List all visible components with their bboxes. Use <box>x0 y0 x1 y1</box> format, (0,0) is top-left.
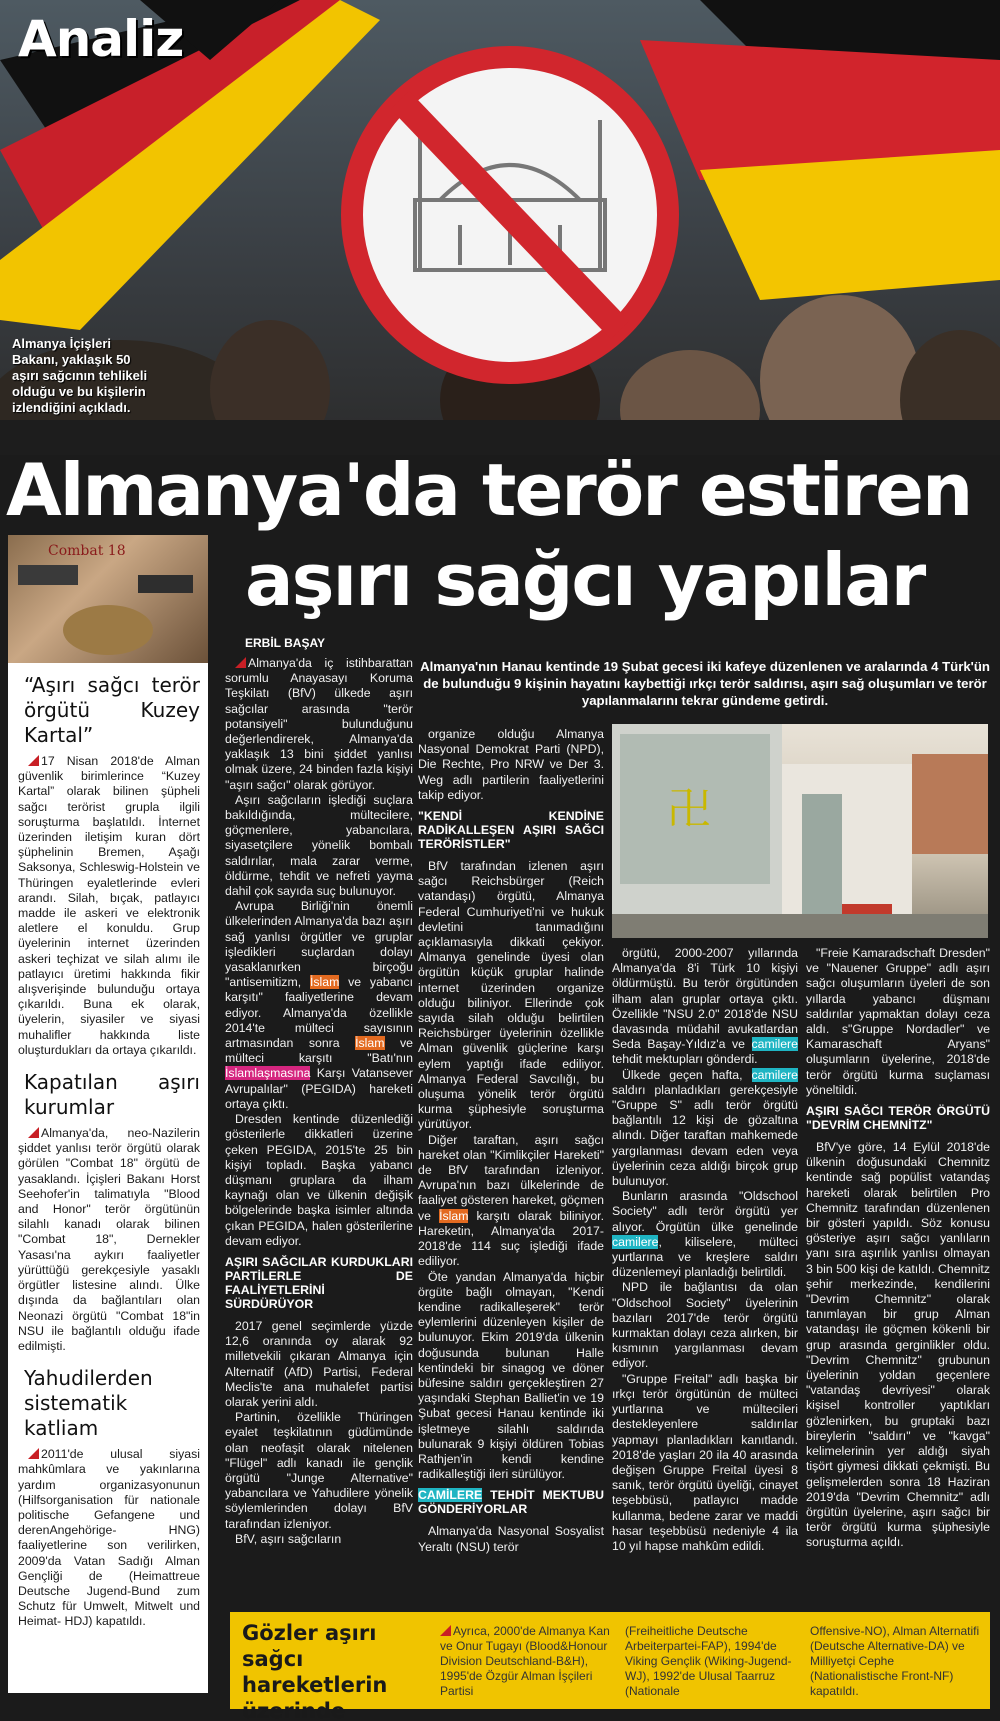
col2-para-4: Öte yandan Almanya'da hiçbir örgüte bağlı olmayan, "Kendi kendine radikalleşerek" terör eylemlerini düzenleyen kişiler de bulunuyor. Ekim 2019'da ülkenin doğusunda bulunan Halle kentindeki bir sinagog ve döner büfesine saldırı gerçekleştiren 27 yaşındaki Stephan Balliet'in ve 19 Şubat gecesi Hanau kentinde iki işletmeye silahlı saldırıda bulunarak 9 kişiyi öldüren Tobias Rathjen'in kendi kendine radikalleştiği ileri sürülüyor. <box>418 1269 604 1482</box>
section-mark-icon <box>440 1625 451 1636</box>
article-column-2 <box>418 727 604 1555</box>
col2-para-5: Almanya'da Nasyonal Sosyalist Yeraltı (NSU) terör <box>418 1524 604 1554</box>
hero-photo <box>0 0 1000 455</box>
sidebar-text <box>18 669 200 1630</box>
col1-para-4: Dresden kentinde düzenlediği gösterilerle dikkatleri üzerine çeken PEGIDA, 2015'te 25 bin kişiyi topladı. Başka yabancı düşmanı gruplara da ilham kaynağı olan ve ülkenin değişik bölgelerinde başka isimler altında çıkan PEGIDA, halen gösterilerine devam ediyor. <box>225 1112 413 1248</box>
col1-subheading: AŞIRI SAĞCILAR KURDUKLARI PARTİLERLE DE FAALİYETLERİNİ SÜRDÜRÜYOR <box>225 1254 413 1311</box>
info-box <box>230 1612 990 1721</box>
article-column-4 <box>806 946 990 1551</box>
col2-para-3: Diğer taraftan, aşırı sağcı hareket olan "Kimlikçiler Hareketi" de BfV tarafından izleniyor. Avrupa'nın bazı ülkelerinde de faaliyet gösteren hareket, göçmen ve İslam karşıtı olarak biliniyor. Hareketin, Almanya'da 2017-2018'de 114 suç işlediği ifade ediliyor. <box>418 1132 605 1269</box>
col4-para-1: "Freie Kamaradschaft Dresden" ve "Nauener Gruppe" adlı aşırı sağcı oluşumların üyeleri de son yıllarda yabancı düşmanı saldırılar yapmaktan dolayı ceza aldı. s"Gruppe Nordadler" ve Kamaraschaft Aryans" oluşumların üyelerine, 2018'de terör örgütü kurma suçlaması yöneltildi. <box>806 946 990 1097</box>
col1-para-5: 2017 genel seçimlerde yüzde 12,6 oranında oy alarak 92 milletvekili çıkaran Almanya için Alternatif (AfD) Partisi, Federal Meclis'te ana muhalefet partisi olarak yerini aldı. <box>225 1318 413 1409</box>
sidebar-title-3: Yahudilerden sistematik katliam <box>24 1366 153 1441</box>
col1-para-6: Partinin, özellikle Thüringen eyalet teşkilatının güdümünde olan neofaşit olarak nitelenen "Flügel" adlı kanadı ile gençlik örgütü "Junge Alternative" yabancılara ve Yahudilere yönelik söylemlerinden dolayı BfV tarafından izleniyor. <box>225 1410 413 1531</box>
col4-subheading: AŞIRI SAĞCI TERÖR ÖRGÜTÜ "DEVRİM CHEMNİTZ" <box>806 1104 990 1133</box>
sidebar-title-1: “Aşırı sağcı terör örgütü Kuzey Kartal” <box>24 673 200 747</box>
svg-text:卍: 卍 <box>667 784 711 835</box>
section-mark-icon <box>235 657 246 668</box>
col3-para-2: Ülkede geçen hafta, camilere saldırı planladıkları gerekçesiyle "Gruppe S" adlı terör örgütü bağlantılı 12 kişi de gözaltına alındı. Diğer taraftan mahkemede yargılanması devam eden veya üyelerinin ceza aldığı birçok grup bulunuyor. <box>612 1067 798 1189</box>
vandalized-shop-photo <box>612 724 988 938</box>
byline: ERBİL BAŞAY <box>245 636 326 650</box>
col2-subheading-2: CAMİLERE TEHDİT MEKTUBU GÖNDERİYORLAR <box>418 1488 604 1517</box>
section-mark-icon <box>28 1127 39 1138</box>
col1-para-3: Avrupa Birliği'nin önemli ülkelerinden Almanya'da bazı aşırı sağ yanlısı örgütler ve gruplar işledikleri suçlardan dolayı yasaklanırken birçoğu "antisemitizm, İslam ve yabancı karşıtı" faaliyetlerine devam ediyor. Almanya'da özellikle 2014'te mülteci sayısının artmasından sonra İslam ve mülteci karşıtı "Batı'nın İslamlaşmasına Karşı Vatansever Avrupalılar" (PEGIDA) hareketi ortaya çıktı. <box>225 899 413 1111</box>
col3-para-5: "Gruppe Freital" adlı başka bir ırkçı terör örgütünün de mülteci yurtlarına ve mültecileri destekleyenlere saldırılar yapmayı planladıkları kanıtlandı. 2018'de yaşları 20 ila 40 arasında değişen Gruppe Freital üyesi 8 sanık, terör örgütü üyeliği, cinayet teşebbüsü, patlayıcı madde kullanma, bedene zarar ve maddi hasar teşebbüsü nedeniyle 4 ila 10 yıl hapse mahkûm edildi. <box>612 1371 798 1553</box>
article-column-3 <box>612 946 798 1554</box>
section-mark-icon <box>28 1448 39 1459</box>
lead-paragraph: Almanya'nın Hanau kentinde 19 Şubat gecesi iki kafeye düzenlenen ve aralarında 4 Türk'ün de bulunduğu 9 kişinin hayatını kaybettiği ırkçı terör saldırısı, aşırı sağ oluşumları ve terör yapılanmalarını tekrar gündeme getirdi. <box>420 659 990 708</box>
sidebar-panel <box>8 535 208 1693</box>
info-box-col-3: Offensive-NO), Alman Alternatifi (Deutsche Alternative-DA) ve Milliyetçi Cephe (Nationalistische Front-NF) kapatıldı. <box>810 1624 980 1698</box>
sidebar-title-2: Kapatılan aşırı kurumlar <box>24 1070 200 1120</box>
photo-caption: Almanya İçişleri Bakanı, yaklaşık 50 aşırı sağcının tehlikeli olduğu ve bu kişilerin izlendiğini açıkladı. <box>12 336 148 415</box>
section-mark-icon <box>28 755 39 766</box>
sidebar-para-2: Almanya'da, neo-Nazilerin şiddet yanlısı terör örgütü olarak görülen "Combat 18" örgütü de yasaklandı. İçişleri Bakanı Horst Seehofer'in talimatıyla "Blood and Honor" terör örgütünün silahlı kanadı olarak bilinen "Combat 18", Dernekler Yasası'na aykırı faaliyetler yürüttüğü gerekçesiyle yasaklı örgütler listesine alındı. Ülke dışında da bağlantıları olan Neonazi örgütü "Combat 18"in NSU ile bağlantılı olduğu ifade edilmişti. <box>18 1126 200 1353</box>
col1-para-7: BfV, aşırı sağcıların <box>235 1531 342 1546</box>
image-label: Combat 18 <box>48 543 126 559</box>
col1-para-2: Aşırı sağcıların işlediği suçlara bakıldığında, mültecilere, göçmenlere, yabancılara, siyasetçilere yönelik bombalı saldırılar, mala zarar verme, öldürme, tehdit ve nefreti yayma dahil çok sayıda suç bulunuyor. <box>225 792 413 899</box>
info-box-col-2: (Freiheitliche Deutsche Arbeiterpartei-FAP), 1994'de Viking Gençlik (Wiking-Jugend-WJ), 1992'de Ulusal Taarruz (Nationale <box>625 1624 792 1698</box>
sidebar-para-1: 17 Nisan 2018'de Alman güvenlik birimlerince “Kuzey Kartal” olarak bilinen şüpheli sağcı terörist grupla ilgili soruşturma başlatıldı. İnternet üzerinden iletişim kuran dört şüphelinin Bremen, Aşağı Saksonya, Schleswig-Holstein ve Thüringen eyaletlerinde evleri arandı. Silah, bıçak, patlayıcı madde ile askeri ve elektronik aletlere el konuldu. Grup üyelerinin internet üzerinden askeri teçhizat ve silah alımı ile patlayıcı üretimi hakkında fikir alışverişinde bulunduğu ortaya çıkarıldı. Buna ek olarak, üyelerin, siyasiler ve siyasi muhalifler hakkında liste oluşturdukları da ortaya çıkarıldı. <box>18 754 200 1057</box>
combat18-photo <box>8 535 208 663</box>
info-box-title: Gözler aşırı sağcı hareketlerin üzerinde <box>242 1621 388 1721</box>
col2-para-2: BfV tarafından izlenen aşırı sağcı Reichsbürger (Reich vatandaşı) örgütü, Almanya Federal Cumhuriyeti'ni ve hukuk devletini tanımadığını açıklamasıyla dikkati çekiyor. Almanya genelinde üyesi olan örgütün küçük gruplar halinde internet üzerinden organize olduğu biliniyor. Ellerinde çok sayıda silah olduğu belirtilen Reichsbürger üyelerinin özellikle Alman güvenlik güçlerine karşı eylem yaptığı ifade ediliyor. Almanya Federal Savcılığı, bu oluşuma yönelik terör örgütü kurma şüphesiyle soruşturma yürütüyor. <box>418 859 604 1132</box>
col3-para-1: örgütü, 2000-2007 yıllarında Almanya'da 8'i Türk 10 kişiyi öldürmüştü. Bu terör örgütünden ilham alan gruplar ortaya çıktı. Özellikle "NSU 2.0" 2018'de NSU davasında müdahil avukatlardan Seda Başay-Yıldız'a ve camilere tehdit mektupları gönderdi. <box>612 946 798 1067</box>
col3-para-4: NPD ile bağlantısı da olan "Oldschool Society" üyelerinin bazıları 2017'de terör örgütü kurmaktan dolayı ceza alırken, bir kısmının yargılanması devam ediyor. <box>612 1280 798 1371</box>
col2-para-1: organize olduğu Almanya Nasyonal Demokrat Parti (NPD), Die Rechte, Pro NRW ve Der 3. Weg adlı partilerin faaliyetlerini takip ediyor. <box>418 727 604 802</box>
sidebar-para-3: 2011'de ulusal siyasi mahkûmlara ve yakınlarına yardım organizasyonunun (Hilfsorganisation für nationale politische Gefangene und derenAngehörige- HNG) faaliyetlerine son verilirken, 2009'da Vatan Sadığı Alman Gençliği de (Heimattreue Deutsche Jugend-Bund zum Schutz für Umwelt, Mitwelt und Heimat- HDJ) kapatıldı. <box>18 1447 200 1629</box>
col3-para-3: Bunların arasında "Oldschool Society" adlı terör örgütü yer alıyor. Örgütün ülke genelinde camilere, kiliselere, mülteci yurtlarına ve kreşlere saldırı düzenlemeyi planladığı belirtildi. <box>612 1189 798 1280</box>
info-box-col-1: Ayrıca, 2000'de Almanya Kan ve Onur Tugayı (Blood&Honour Division Deutschland-B&H), 1995'de Özgür Alman İşçileri Partisi <box>440 1624 610 1698</box>
col2-subheading-1: "KENDİ KENDİNE RADİKALLEŞEN AŞIRI SAĞCI TERÖRİSTLER" <box>418 809 604 852</box>
headline-line-1: Almanya'da terör estiren <box>6 448 972 532</box>
headline-line-2: aşırı sağcı yapılar <box>245 538 925 622</box>
col4-para-2: BfV'ye göre, 14 Eylül 2018'de ülkenin doğusundaki Chemnitz kentinde sağ popülist vatandaş hareketi olarak belirtilen Pro Chemnitz tarafından düzenlenen bir gösteri yapıldı. Söz konusu gösteriye aşırı sağcı yanlıların yanı sıra aşırılık yanlısı olmayan 3 bin 500 kişi de katıldı. Chemnitz şehir merkezinde, kendilerini "Devrim Chemnitz" olarak tanımlayan bir grup Alman vatandaşı ile göçmen kökenli bir grup arasında gerginlikler oldu. "Devrim Chemnitz" grubunun üyelerinin yoldan geçenlere "vatandaş devriyesi" olarak kişisel kontroller yaptıkları gözlenirken, bu gruptaki bazı bireylerin "saldırı" ve "kavga" kelimelerinin yer aldığı siyah tişört giymesi dikkati çekmişti. Bu gelişmelerden sonra 18 Haziran 2019'da "Devrim Chemnitz" adlı örgütün üyelerine, aşırı sağcı bir terör örgütü kurma şüphesiyle soruşturma açıldı. <box>806 1140 990 1550</box>
col1-para-1: Almanya'da iç istihbarattan sorumlu Anayasayı Koruma Teşkilatı (BfV) ülkede aşırı sağcılar arasında "terör potansiyeli" bulunduğunu değerlendirerek, Almanya'da yaklaşık 13 bini şiddet yanlısı olmak üzere, 24 binden fazla kişiyi "aşırı sağcı" olarak görüyor. <box>225 656 413 792</box>
article-column-1 <box>225 656 413 1547</box>
kicker-label: Analiz <box>18 10 184 68</box>
